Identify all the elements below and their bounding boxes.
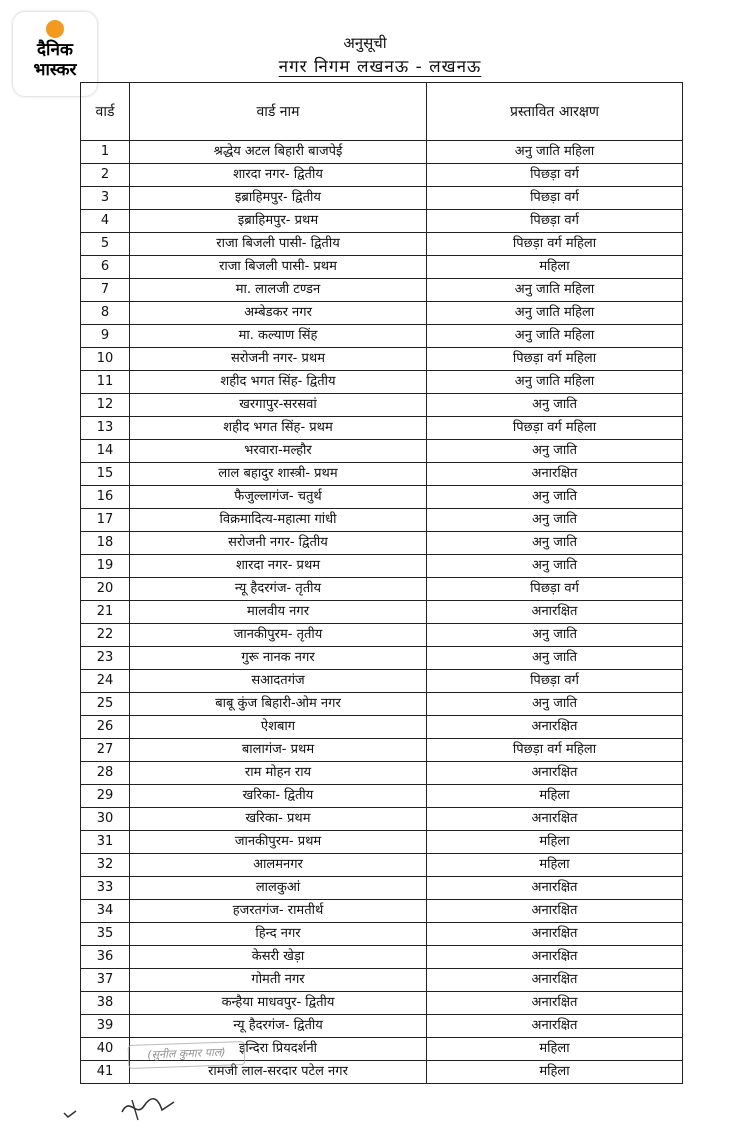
- ward-name-cell: राम मोहन राय: [130, 762, 427, 785]
- ward-name-cell: खरगापुर-सरसवां: [130, 394, 427, 417]
- table-row: [81, 992, 683, 1015]
- reservation-cell: पिछड़ा वर्ग: [427, 670, 683, 693]
- table-row: [81, 509, 683, 532]
- page-subtitle: नगर निगम लखनऊ - लखनऊ: [278, 57, 482, 77]
- table-row: [81, 923, 683, 946]
- table-row: [81, 256, 683, 279]
- ward-number-cell: 40: [81, 1038, 130, 1061]
- ward-name-cell: मा. लालजी टण्डन: [130, 279, 427, 302]
- ward-number-cell: 6: [81, 256, 130, 279]
- ward-number-cell: 10: [81, 348, 130, 371]
- table-body: [81, 141, 683, 1084]
- ward-name-cell: इन्दिरा प्रियदर्शनी: [130, 1038, 427, 1061]
- reservation-cell: अनारक्षित: [427, 923, 683, 946]
- table-row: [81, 348, 683, 371]
- ward-name-cell: आलमनगर: [130, 854, 427, 877]
- logo-text-line1: दैनिक: [37, 40, 73, 60]
- ward-name-cell: इब्राहिमपुर- द्वितीय: [130, 187, 427, 210]
- ward-name-cell: गुरू नानक नगर: [130, 647, 427, 670]
- reservation-cell: पिछड़ा वर्ग: [427, 187, 683, 210]
- ward-name-cell: बालागंज- प्रथम: [130, 739, 427, 762]
- reservation-cell: अनु जाति महिला: [427, 371, 683, 394]
- table-row: [81, 325, 683, 348]
- ward-number-cell: 34: [81, 900, 130, 923]
- ward-name-cell: केसरी खेड़ा: [130, 946, 427, 969]
- page-title: अनुसूची: [343, 34, 387, 52]
- ward-number-cell: 37: [81, 969, 130, 992]
- reservation-cell: पिछड़ा वर्ग महिला: [427, 233, 683, 256]
- reservation-cell: अनारक्षित: [427, 463, 683, 486]
- table-row: [81, 463, 683, 486]
- official-stamp: (सुनील कुमार पाल): [128, 1041, 246, 1069]
- reservation-table: [80, 82, 683, 1084]
- ward-number-cell: 39: [81, 1015, 130, 1038]
- table-row: [81, 716, 683, 739]
- ward-number-cell: 15: [81, 463, 130, 486]
- ward-name-cell: ऐशबाग: [130, 716, 427, 739]
- reservation-cell: अनारक्षित: [427, 762, 683, 785]
- ward-name-cell: जानकीपुरम- तृतीय: [130, 624, 427, 647]
- reservation-cell: पिछड़ा वर्ग: [427, 210, 683, 233]
- table-row: [81, 578, 683, 601]
- header-reservation: प्रस्तावित आरक्षण: [427, 83, 683, 141]
- table-row: [81, 394, 683, 417]
- table-row: [81, 440, 683, 463]
- reservation-cell: अनारक्षित: [427, 716, 683, 739]
- ward-name-cell: शारदा नगर- प्रथम: [130, 555, 427, 578]
- reservation-cell: अनु जाति: [427, 555, 683, 578]
- ward-number-cell: 38: [81, 992, 130, 1015]
- reservation-cell: अनु जाति: [427, 624, 683, 647]
- reservation-cell: अनारक्षित: [427, 877, 683, 900]
- reservation-cell: पिछड़ा वर्ग: [427, 164, 683, 187]
- reservation-cell: अनारक्षित: [427, 946, 683, 969]
- reservation-cell: महिला: [427, 256, 683, 279]
- reservation-cell: अनु जाति महिला: [427, 279, 683, 302]
- ward-number-cell: 3: [81, 187, 130, 210]
- reservation-cell: अनु जाति महिला: [427, 325, 683, 348]
- ward-number-cell: 11: [81, 371, 130, 394]
- reservation-cell: अनारक्षित: [427, 808, 683, 831]
- table-row: [81, 900, 683, 923]
- ward-name-cell: कन्हैया माधवपुर- द्वितीय: [130, 992, 427, 1015]
- reservation-cell: अनु जाति: [427, 509, 683, 532]
- ward-name-cell: सआदतगंज: [130, 670, 427, 693]
- table-row: [81, 601, 683, 624]
- reservation-cell: अनारक्षित: [427, 601, 683, 624]
- table-row: [81, 486, 683, 509]
- reservation-cell: महिला: [427, 831, 683, 854]
- table-row: [81, 187, 683, 210]
- reservation-cell: महिला: [427, 854, 683, 877]
- ward-name-cell: शहीद भगत सिंह- द्वितीय: [130, 371, 427, 394]
- ward-number-cell: 30: [81, 808, 130, 831]
- ward-number-cell: 16: [81, 486, 130, 509]
- ward-number-cell: 32: [81, 854, 130, 877]
- ward-number-cell: 13: [81, 417, 130, 440]
- ward-name-cell: अम्बेडकर नगर: [130, 302, 427, 325]
- ward-number-cell: 29: [81, 785, 130, 808]
- reservation-cell: अनु जाति महिला: [427, 302, 683, 325]
- table-row: [81, 762, 683, 785]
- ward-name-cell: सरोजनी नगर- द्वितीय: [130, 532, 427, 555]
- reservation-cell: पिछड़ा वर्ग महिला: [427, 739, 683, 762]
- ward-name-cell: फैजुल्लागंज- चतुर्थ: [130, 486, 427, 509]
- ward-number-cell: 4: [81, 210, 130, 233]
- ward-number-cell: 9: [81, 325, 130, 348]
- logo-text-line2: भास्कर: [33, 60, 77, 80]
- ward-name-cell: शहीद भगत सिंह- प्रथम: [130, 417, 427, 440]
- ward-number-cell: 21: [81, 601, 130, 624]
- ward-name-cell: लाल बहादुर शास्त्री- प्रथम: [130, 463, 427, 486]
- ward-name-cell: खरिका- द्वितीय: [130, 785, 427, 808]
- table-header-row: [81, 83, 683, 141]
- reservation-cell: पिछड़ा वर्ग महिला: [427, 348, 683, 371]
- reservation-cell: अनु जाति महिला: [427, 141, 683, 164]
- ward-name-cell: राजा बिजली पासी- द्वितीय: [130, 233, 427, 256]
- reservation-cell: अनु जाति: [427, 486, 683, 509]
- reservation-cell: महिला: [427, 1061, 683, 1084]
- ward-number-cell: 7: [81, 279, 130, 302]
- ward-name-cell: रामजी लाल-सरदार पटेल नगर: [130, 1061, 427, 1084]
- ward-number-cell: 18: [81, 532, 130, 555]
- ward-number-cell: 31: [81, 831, 130, 854]
- ward-name-cell: हिन्द नगर: [130, 923, 427, 946]
- reservation-cell: पिछड़ा वर्ग महिला: [427, 417, 683, 440]
- table-row: [81, 946, 683, 969]
- ward-number-cell: 5: [81, 233, 130, 256]
- ward-number-cell: 19: [81, 555, 130, 578]
- ward-number-cell: 8: [81, 302, 130, 325]
- reservation-cell: अनारक्षित: [427, 1015, 683, 1038]
- ward-number-cell: 33: [81, 877, 130, 900]
- ward-number-cell: 14: [81, 440, 130, 463]
- ward-name-cell: बाबू कुंज बिहारी-ओम नगर: [130, 693, 427, 716]
- reservation-cell: अनु जाति: [427, 394, 683, 417]
- table-row: [81, 785, 683, 808]
- ward-number-cell: 12: [81, 394, 130, 417]
- table-row: [81, 279, 683, 302]
- table-row: [81, 670, 683, 693]
- ward-name-cell: विक्रमादित्य-महात्मा गांधी: [130, 509, 427, 532]
- ward-name-cell: गोमती नगर: [130, 969, 427, 992]
- reservation-cell: अनु जाति: [427, 693, 683, 716]
- ward-number-cell: 20: [81, 578, 130, 601]
- table-row: [81, 302, 683, 325]
- reservation-cell: अनु जाति: [427, 532, 683, 555]
- table-row: [81, 647, 683, 670]
- table-row: [81, 164, 683, 187]
- ward-number-cell: 1: [81, 141, 130, 164]
- table-row: [81, 739, 683, 762]
- ward-name-cell: लालकुआं: [130, 877, 427, 900]
- ward-name-cell: सरोजनी नगर- प्रथम: [130, 348, 427, 371]
- reservation-cell: अनारक्षित: [427, 992, 683, 1015]
- ward-name-cell: शारदा नगर- द्वितीय: [130, 164, 427, 187]
- ward-number-cell: 28: [81, 762, 130, 785]
- ward-number-cell: 41: [81, 1061, 130, 1084]
- ward-number-cell: 27: [81, 739, 130, 762]
- reservation-cell: अनारक्षित: [427, 969, 683, 992]
- ward-number-cell: 24: [81, 670, 130, 693]
- reservation-cell: महिला: [427, 1038, 683, 1061]
- table-row: [81, 233, 683, 256]
- ward-number-cell: 2: [81, 164, 130, 187]
- reservation-cell: महिला: [427, 785, 683, 808]
- reservation-cell: अनु जाति: [427, 440, 683, 463]
- ward-name-cell: न्यू हैदरगंज- द्वितीय: [130, 1015, 427, 1038]
- ward-number-cell: 26: [81, 716, 130, 739]
- ward-number-cell: 23: [81, 647, 130, 670]
- table-row: [81, 532, 683, 555]
- table-row: [81, 1015, 683, 1038]
- signature-mark: [118, 1092, 178, 1122]
- ward-name-cell: श्रद्धेय अटल बिहारी बाजपेई: [130, 141, 427, 164]
- ward-number-cell: 36: [81, 946, 130, 969]
- table-row: [81, 141, 683, 164]
- ward-name-cell: न्यू हैदरगंज- तृतीय: [130, 578, 427, 601]
- table-row: [81, 693, 683, 716]
- reservation-cell: पिछड़ा वर्ग: [427, 578, 683, 601]
- table-row: [81, 831, 683, 854]
- ward-number-cell: 35: [81, 923, 130, 946]
- table-row: [81, 969, 683, 992]
- table-row: [81, 624, 683, 647]
- reservation-cell: अनु जाति: [427, 647, 683, 670]
- table-row: [81, 417, 683, 440]
- header-ward-name: वार्ड नाम: [130, 83, 427, 141]
- ward-name-cell: मा. कल्याण सिंह: [130, 325, 427, 348]
- reservation-cell: अनारक्षित: [427, 900, 683, 923]
- ward-name-cell: इब्राहिमपुर- प्रथम: [130, 210, 427, 233]
- table-row: [81, 371, 683, 394]
- ward-name-cell: भरवारा-मल्हौर: [130, 440, 427, 463]
- table-row: [81, 808, 683, 831]
- table-row: [81, 555, 683, 578]
- tick-mark: [62, 1108, 78, 1120]
- table-row: [81, 877, 683, 900]
- ward-number-cell: 22: [81, 624, 130, 647]
- ward-name-cell: हजरतगंज- रामतीर्थ: [130, 900, 427, 923]
- ward-number-cell: 25: [81, 693, 130, 716]
- ward-name-cell: राजा बिजली पासी- प्रथम: [130, 256, 427, 279]
- ward-name-cell: मालवीय नगर: [130, 601, 427, 624]
- ward-name-cell: जानकीपुरम- प्रथम: [130, 831, 427, 854]
- ward-name-cell: खरिका- प्रथम: [130, 808, 427, 831]
- table-row: [81, 210, 683, 233]
- header-ward: वार्ड: [81, 83, 130, 141]
- ward-number-cell: 17: [81, 509, 130, 532]
- table-row: [81, 854, 683, 877]
